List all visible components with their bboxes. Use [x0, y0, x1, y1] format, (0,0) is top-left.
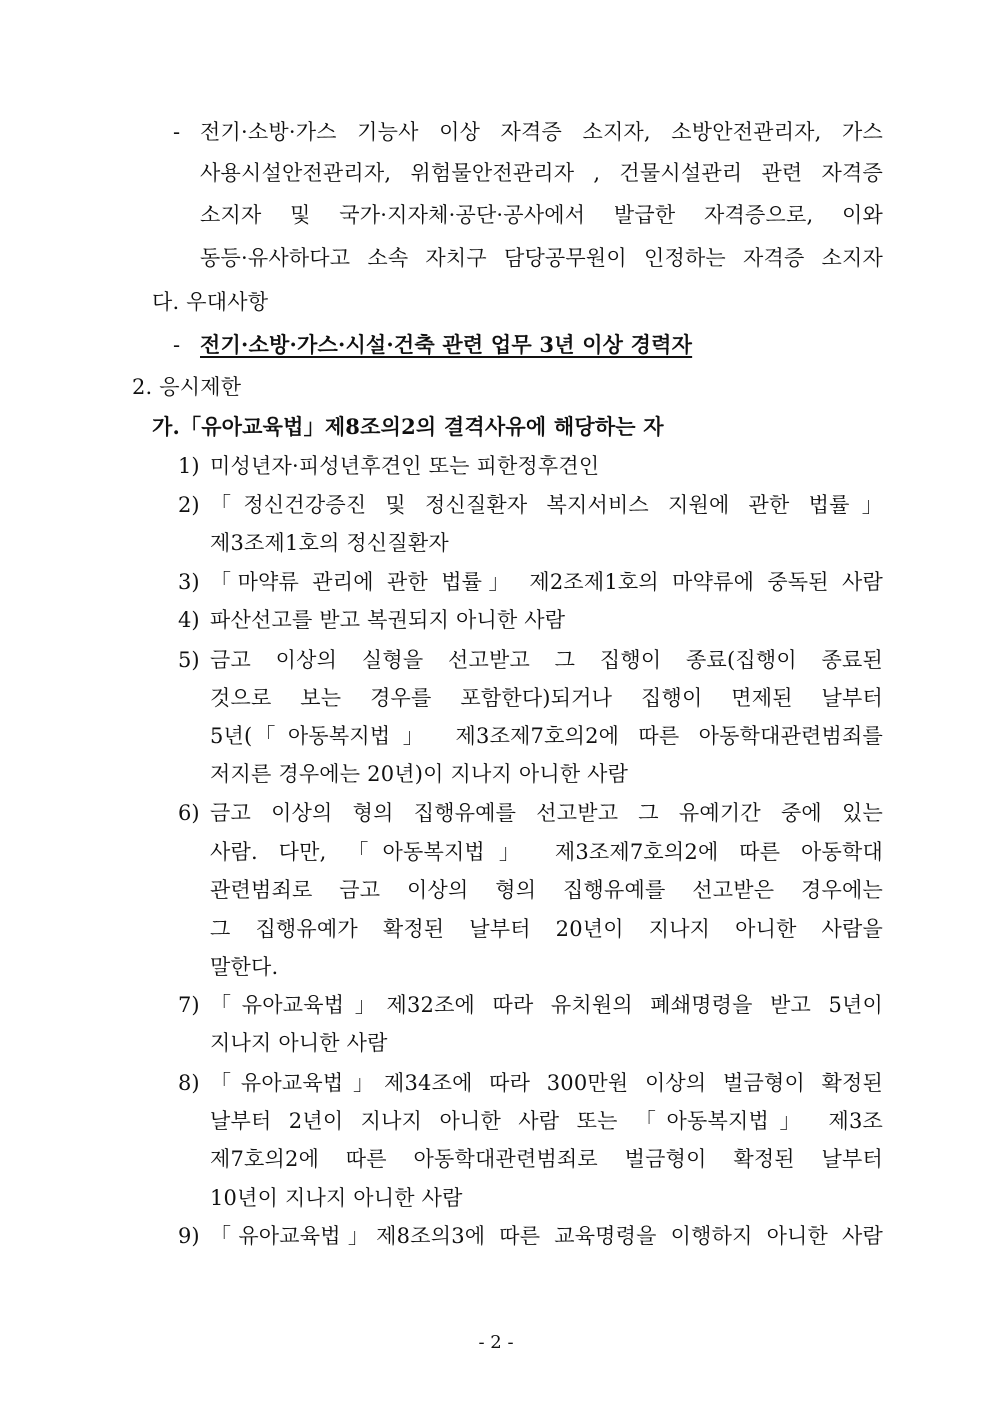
- item-number: 6): [178, 801, 200, 825]
- item-number: 2): [178, 493, 200, 517]
- list-item-line: 말한다.: [210, 955, 279, 979]
- list-item-line: 관련범죄로 금고 이상의 형의 집행유예를 선고받은 경우에는: [210, 878, 883, 902]
- list-item-line: 금고 이상의 실형을 선고받고 그 집행이 종료(집행이 종료된: [210, 648, 883, 672]
- paragraph-line: 동등·유사하다고 소속 자치구 담당공무원이 인정하는 자격증 소지자: [200, 246, 883, 270]
- list-item-line: 10년이 지나지 아니한 사람: [210, 1186, 463, 1210]
- section-heading: 다. 우대사항: [152, 290, 269, 314]
- item-number: 4): [178, 608, 200, 632]
- list-item-line: 그 집행유예가 확정된 날부터 20년이 지나지 아니한 사람을: [210, 917, 883, 941]
- paragraph-line: 소지자 및 국가·지자체·공단·공사에서 발급한 자격증으로, 이와: [200, 203, 883, 227]
- preferred-qualification: 전기·소방·가스·시설·건축 관련 업무 3년 이상 경력자: [200, 332, 693, 357]
- list-item-line: 저지른 경우에는 20년)이 지나지 아니한 사람: [210, 762, 629, 786]
- list-item-line: 「유아교육법」제8조의3에 따른 교육명령을 이행하지 아니한 사람: [210, 1224, 883, 1248]
- item-number: 9): [178, 1224, 200, 1248]
- list-item-line: 사람. 다만, 「아동복지법」 제3조제7호의2에 따른 아동학대: [210, 840, 883, 864]
- list-item-line: 제7호의2에 따른 아동학대관련범죄로 벌금형이 확정된 날부터: [210, 1147, 883, 1171]
- list-item-line: 「유아교육법」제32조에 따라 유치원의 폐쇄명령을 받고 5년이: [210, 993, 883, 1017]
- list-item-line: 것으로 보는 경우를 포함한다)되거나 집행이 면제된 날부터: [210, 686, 883, 710]
- list-item-line: 지나지 아니한 사람: [210, 1031, 388, 1055]
- item-number: 3): [178, 570, 200, 594]
- list-item-line: 미성년자·피성년후견인 또는 피한정후견인: [210, 454, 600, 478]
- list-item-line: 제3조제1호의 정신질환자: [210, 531, 449, 555]
- list-item-line: 「마약류 관리에 관한 법률」 제2조제1호의 마약류에 중독된 사람: [210, 570, 883, 594]
- page-number: - 2 -: [478, 1332, 514, 1353]
- list-item-line: 「유아교육법」제34조에 따라 300만원 이상의 벌금형이 확정된: [210, 1071, 883, 1095]
- list-item-line: 「정신건강증진 및 정신질환자 복지서비스 지원에 관한 법률」: [210, 493, 883, 517]
- item-number: 1): [178, 454, 200, 478]
- section-heading: 2. 응시제한: [132, 375, 242, 399]
- dash-marker: -: [173, 120, 181, 144]
- list-item-line: 날부터 2년이 지나지 아니한 사람 또는 「아동복지법」 제3조: [210, 1109, 883, 1133]
- item-number: 8): [178, 1071, 200, 1095]
- paragraph-line: 사용시설안전관리자, 위험물안전관리자 , 건물시설관리 관련 자격증: [200, 161, 883, 185]
- subsection-heading: 가.「유아교육법」제8조의2의 결격사유에 해당하는 자: [152, 414, 664, 439]
- list-item-line: 파산선고를 받고 복권되지 아니한 사람: [210, 608, 566, 632]
- dash-marker: -: [173, 333, 181, 357]
- paragraph-line: 전기·소방·가스 기능사 이상 자격증 소지자, 소방안전관리자, 가스: [200, 120, 883, 144]
- list-item-line: 5년(「아동복지법」 제3조제7호의2에 따른 아동학대관련범죄를: [210, 724, 883, 748]
- item-number: 5): [178, 648, 200, 672]
- list-item-line: 금고 이상의 형의 집행유예를 선고받고 그 유예기간 중에 있는: [210, 801, 883, 825]
- item-number: 7): [178, 993, 200, 1017]
